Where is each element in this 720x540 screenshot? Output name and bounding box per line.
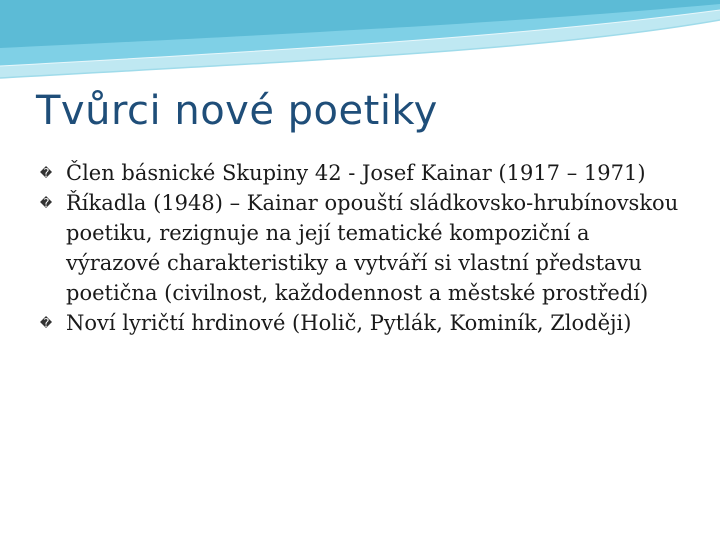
- bullet-text: Noví lyričtí hrdinové (Holič, Pytlák, Kominík, Zloději): [66, 311, 632, 335]
- bullet-text: Říkadla (1948) – Kainar opouští sládkovsko-hrubínovskou poetiku, rezignuje na její tematické kompoziční a výrazové charakteristiky a vytváří si vlastní představu poetična (civilnost, každodennost a městské prostředí): [66, 191, 679, 305]
- bullet-marker: �: [39, 316, 53, 330]
- bullet-list: [36, 158, 686, 338]
- slide-title: Tvůrci nové poetiky: [36, 88, 438, 134]
- bullet-marker: �: [39, 166, 53, 180]
- bullet-text: Člen básnické Skupiny 42 - Josef Kainar (1917 – 1971): [66, 161, 646, 185]
- bullet-item: [36, 158, 686, 188]
- bullet-marker: �: [39, 196, 53, 210]
- bullet-item: [36, 308, 686, 338]
- bullet-item: [36, 188, 686, 308]
- top-wave-decoration: [0, 0, 720, 90]
